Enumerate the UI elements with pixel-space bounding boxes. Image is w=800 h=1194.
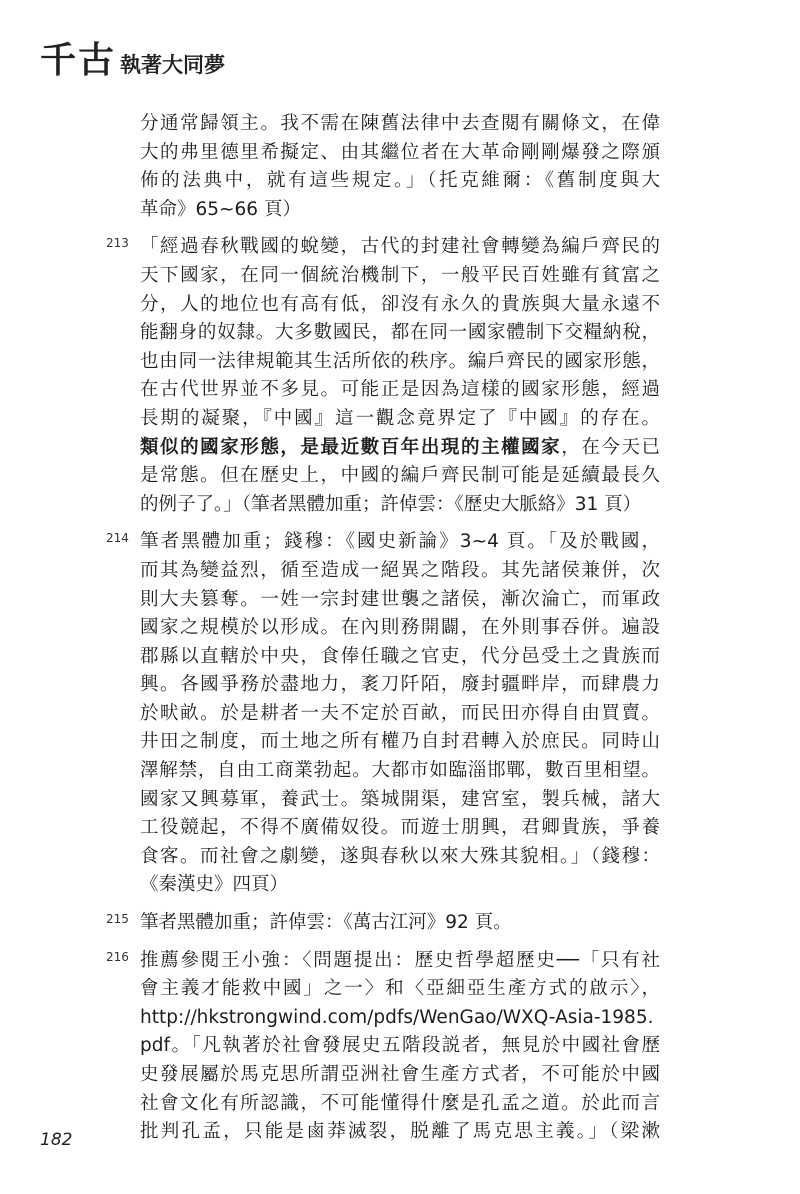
page-number: 182 [40, 1130, 73, 1150]
text-line: 會主義才能救中國」之一〉和〈亞細亞生產方式的啟示〉， [140, 978, 660, 1000]
text-line: 而其為變益烈，循至造成一絕異之階段。其先諸侯兼併，次 [140, 559, 660, 581]
text-line: 工役競起，不得不廣備奴役。而遊士朋興，君卿貴族，爭養 [140, 817, 660, 839]
text-line: 井田之制度，而土地之所有權乃自封君轉入於庶民。同時山 [140, 731, 660, 753]
footnote-text [140, 947, 660, 1147]
footnote-text [140, 233, 660, 519]
text-line: 國家之規模於以形成。在內則務開闢，在外則事吞併。遍設 [140, 617, 660, 639]
text-line: 能翻身的奴隸。大多數國民，都在同一國家體制下交糧納稅， [140, 322, 660, 344]
text-line: 分通常歸領主。我不需在陳舊法律中去查閱有關條文，在偉 [140, 113, 660, 134]
footnote-text [140, 528, 660, 900]
text-line: 批判孔孟，只能是鹵莽滅裂，脱離了馬克思主義。」（梁漱 [140, 1121, 660, 1143]
text-fragment: ，在今天已 [561, 436, 660, 458]
text-line: 也由同一法律規範其生活所依的秩序。編戶齊民的國家形態， [140, 350, 660, 372]
text-line: 天下國家，在同一個統治機制下，一般平民百姓雖有貧富之 [140, 264, 660, 286]
text-line: 興。各國爭務於盡地力，袲刀阡陌，廢封疆畔岸，而肆農力 [140, 674, 660, 696]
text-line: 佈的法典中，就有這些規定。」（托克維爾：《舊制度與大 [140, 170, 660, 192]
text-line: 澤解禁，自由工商業勃起。大都市如臨淄邯鄲，數百里相望。 [140, 760, 660, 782]
footnote-number: 213 [106, 236, 129, 251]
text-line: 分，人的地位也有高有低，卻沒有永久的貴族與大量永遠不 [140, 293, 660, 315]
text-line: 社會文化有所認識，不可能懂得什麼是孔孟之道。於此而言 [140, 1092, 660, 1114]
text-line: 的例子了。」（筆者黑體加重；許倬雲：《歷史大脈絡》31 頁） [140, 493, 642, 515]
text-line: 筆者黑體加重；許倬雲：《萬古江河》92 頁。 [140, 912, 512, 934]
url-line: http://hkstrongwind.com/pdfs/WenGao/WXQ-Asia-1985. [140, 1006, 654, 1028]
footnote-text [140, 110, 660, 224]
text-line: 郡縣以直轄於中央，食俸任職之官吏，代分邑受土之貴族而 [140, 645, 660, 667]
footnote-text [140, 909, 660, 938]
running-header [40, 32, 225, 83]
footnote-number: 214 [106, 531, 129, 546]
bold-emphasis: 類似的國家形態，是最近數百年出現的主權國家 [140, 436, 562, 458]
text-line: 筆者黑體加重；錢穆：《國史新論》3~4 頁。「及於戰國， [140, 531, 660, 553]
text-line: 《秦漢史》四頁） [140, 874, 289, 896]
text-line: 於畎畝。於是耕者一夫不定於百畝，而民田亦得自由買賣。 [140, 702, 660, 724]
footnote-number: 215 [106, 912, 129, 927]
text-line: 是常態。但在歷史上，中國的編戶齊民制可能是延續最長久 [140, 465, 660, 487]
text-line: 大的弗里德里希擬定、由其繼位者在大革命剛剛爆發之際頒 [140, 141, 660, 163]
footnote-continuation [0, 110, 800, 224]
text-line: 推薦參閱王小強：〈問題提出：歷史哲學超歷史──「只有社 [140, 949, 660, 971]
footnote-number: 216 [106, 949, 129, 964]
footnote-216 [0, 947, 800, 1147]
footnote-213 [0, 233, 800, 519]
text-line: pdf。「凡執著於社會發展史五階段説者，無見於中國社會歷 [140, 1035, 660, 1057]
text-line: 在古代世界並不多見。可能正是因為這樣的國家形態，經過 [140, 379, 660, 401]
text-line: 食客。而社會之劇變，遂與春秋以來大殊其貌相。」（錢穆： [140, 845, 660, 867]
text-line: 國家又興募軍，養武士。築城開渠，建宮室，製兵械，諸大 [140, 788, 660, 810]
text-line: 長期的凝聚，『中國』這一觀念竟界定了『中國』的存在。 [140, 407, 660, 429]
book-title-main: 千古 [40, 39, 117, 81]
text-line: 「經過春秋戰國的蛻變，古代的封建社會轉變為編戶齊民的 [140, 236, 660, 258]
book-title-sub: 執著大同夢 [120, 52, 226, 77]
text-line: 革命》65~66 頁） [140, 198, 301, 220]
footnote-215 [0, 909, 800, 938]
footnotes-body [0, 110, 800, 1147]
text-line-with-emphasis [140, 434, 660, 463]
footnote-214 [0, 528, 800, 900]
text-line: 史發展屬於馬克思所謂亞洲社會生產方式者，不可能於中國 [140, 1064, 660, 1085]
text-line: 則大夫篡奪。一姓一宗封建世襲之諸侯，漸次淪亡，而軍政 [140, 588, 660, 610]
